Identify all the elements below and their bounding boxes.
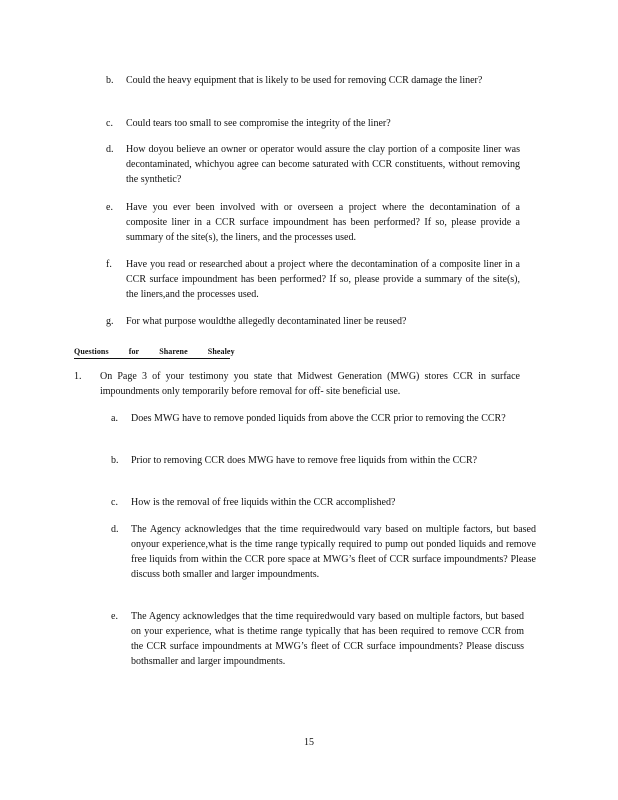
list-item-c (106, 116, 524, 131)
list-item-text: Does MWG have to remove ponded liquids from above the CCR prior to removing the CCR? (131, 413, 506, 424)
list-item-e (106, 200, 520, 245)
list-item-text: Have you read or researched about a project where the decontamination of a composite liner in a CCR surface impoundment has been performed? If so, please provide a summary of the site(s), the liners,and the processes used. (126, 259, 520, 300)
list-marker: a. (111, 413, 118, 424)
list-item-text: How doyou believe an owner or operator would assure the clay portion of a composite liner was decontaminated, whichyou agree can become saturated with CCR constituents, without removing the synthetic? (126, 144, 520, 185)
list-item-text: Prior to removing CCR does MWG have to remove free liquids from within the CCR? (131, 455, 478, 466)
section-heading (74, 347, 235, 359)
list-marker: c. (106, 118, 113, 129)
list-marker: d. (106, 144, 114, 155)
list-item-text: The Agency acknowledges that the time requiredwould vary based on multiple factors, but based on your experience, what is thetime range typically that has been required to remove CCR from the CCR surface impoundments at MWG’s fleet of CCR surface impoundments? Please discuss bothsmaller and larger impoundments. (131, 611, 524, 667)
list-item-text: Could tears too small to see compromise the integrity of the liner? (126, 118, 391, 129)
list-marker: d. (111, 524, 119, 535)
list-marker: e. (111, 611, 118, 622)
list-item-f (106, 257, 520, 302)
question-text: On Page 3 of your testimony you state that Midwest Generation (MWG) stores CCR in surface impoundments only temporarily before removal for off- site beneficial use. (100, 371, 520, 397)
sub-item-a (111, 411, 524, 426)
list-marker: c. (111, 497, 118, 508)
list-item-b (106, 73, 524, 88)
list-item-text: For what purpose wouldthe allegedly decontaminated liner be reused? (126, 316, 407, 327)
heading-word: Sharene (159, 347, 188, 356)
sub-item-e (111, 609, 524, 669)
heading-word: for (128, 347, 140, 356)
question-1 (74, 369, 520, 399)
page-number: 15 (304, 737, 314, 748)
list-marker: g. (106, 316, 114, 327)
list-marker: e. (106, 202, 113, 213)
list-item-text: Could the heavy equipment that is likely to be used for removing CCR damage the liner? (126, 75, 483, 86)
list-item-text: Have you ever been involved with or overseen a project where the decontamination of a composite liner in a CCR surface impoundment has been performed? If so, please provide a summary of the site(s), the liners, and the processes used. (126, 202, 520, 243)
sub-item-c (111, 495, 524, 510)
list-item-text: The Agency acknowledges that the time requiredwould vary based on multiple factors, but based onyour experience,what is the time range typically required to pump out ponded liquids and remove free liquids from within the CCR pore space at MWG’s fleet of CCR surface impoundments? Please discuss both smaller and larger impoundments. (131, 524, 536, 580)
heading-word: Shealey (207, 347, 235, 356)
sub-item-d (111, 522, 536, 582)
list-item-g (106, 314, 520, 329)
list-item-d (106, 142, 520, 187)
question-number: 1. (74, 371, 82, 382)
heading-word: Questions (74, 347, 109, 356)
list-marker: b. (106, 75, 114, 86)
list-marker: f. (106, 259, 112, 270)
sub-item-b (111, 453, 524, 468)
list-marker: b. (111, 455, 119, 466)
list-item-text: How is the removal of free liquids within the CCR accomplished? (131, 497, 396, 508)
